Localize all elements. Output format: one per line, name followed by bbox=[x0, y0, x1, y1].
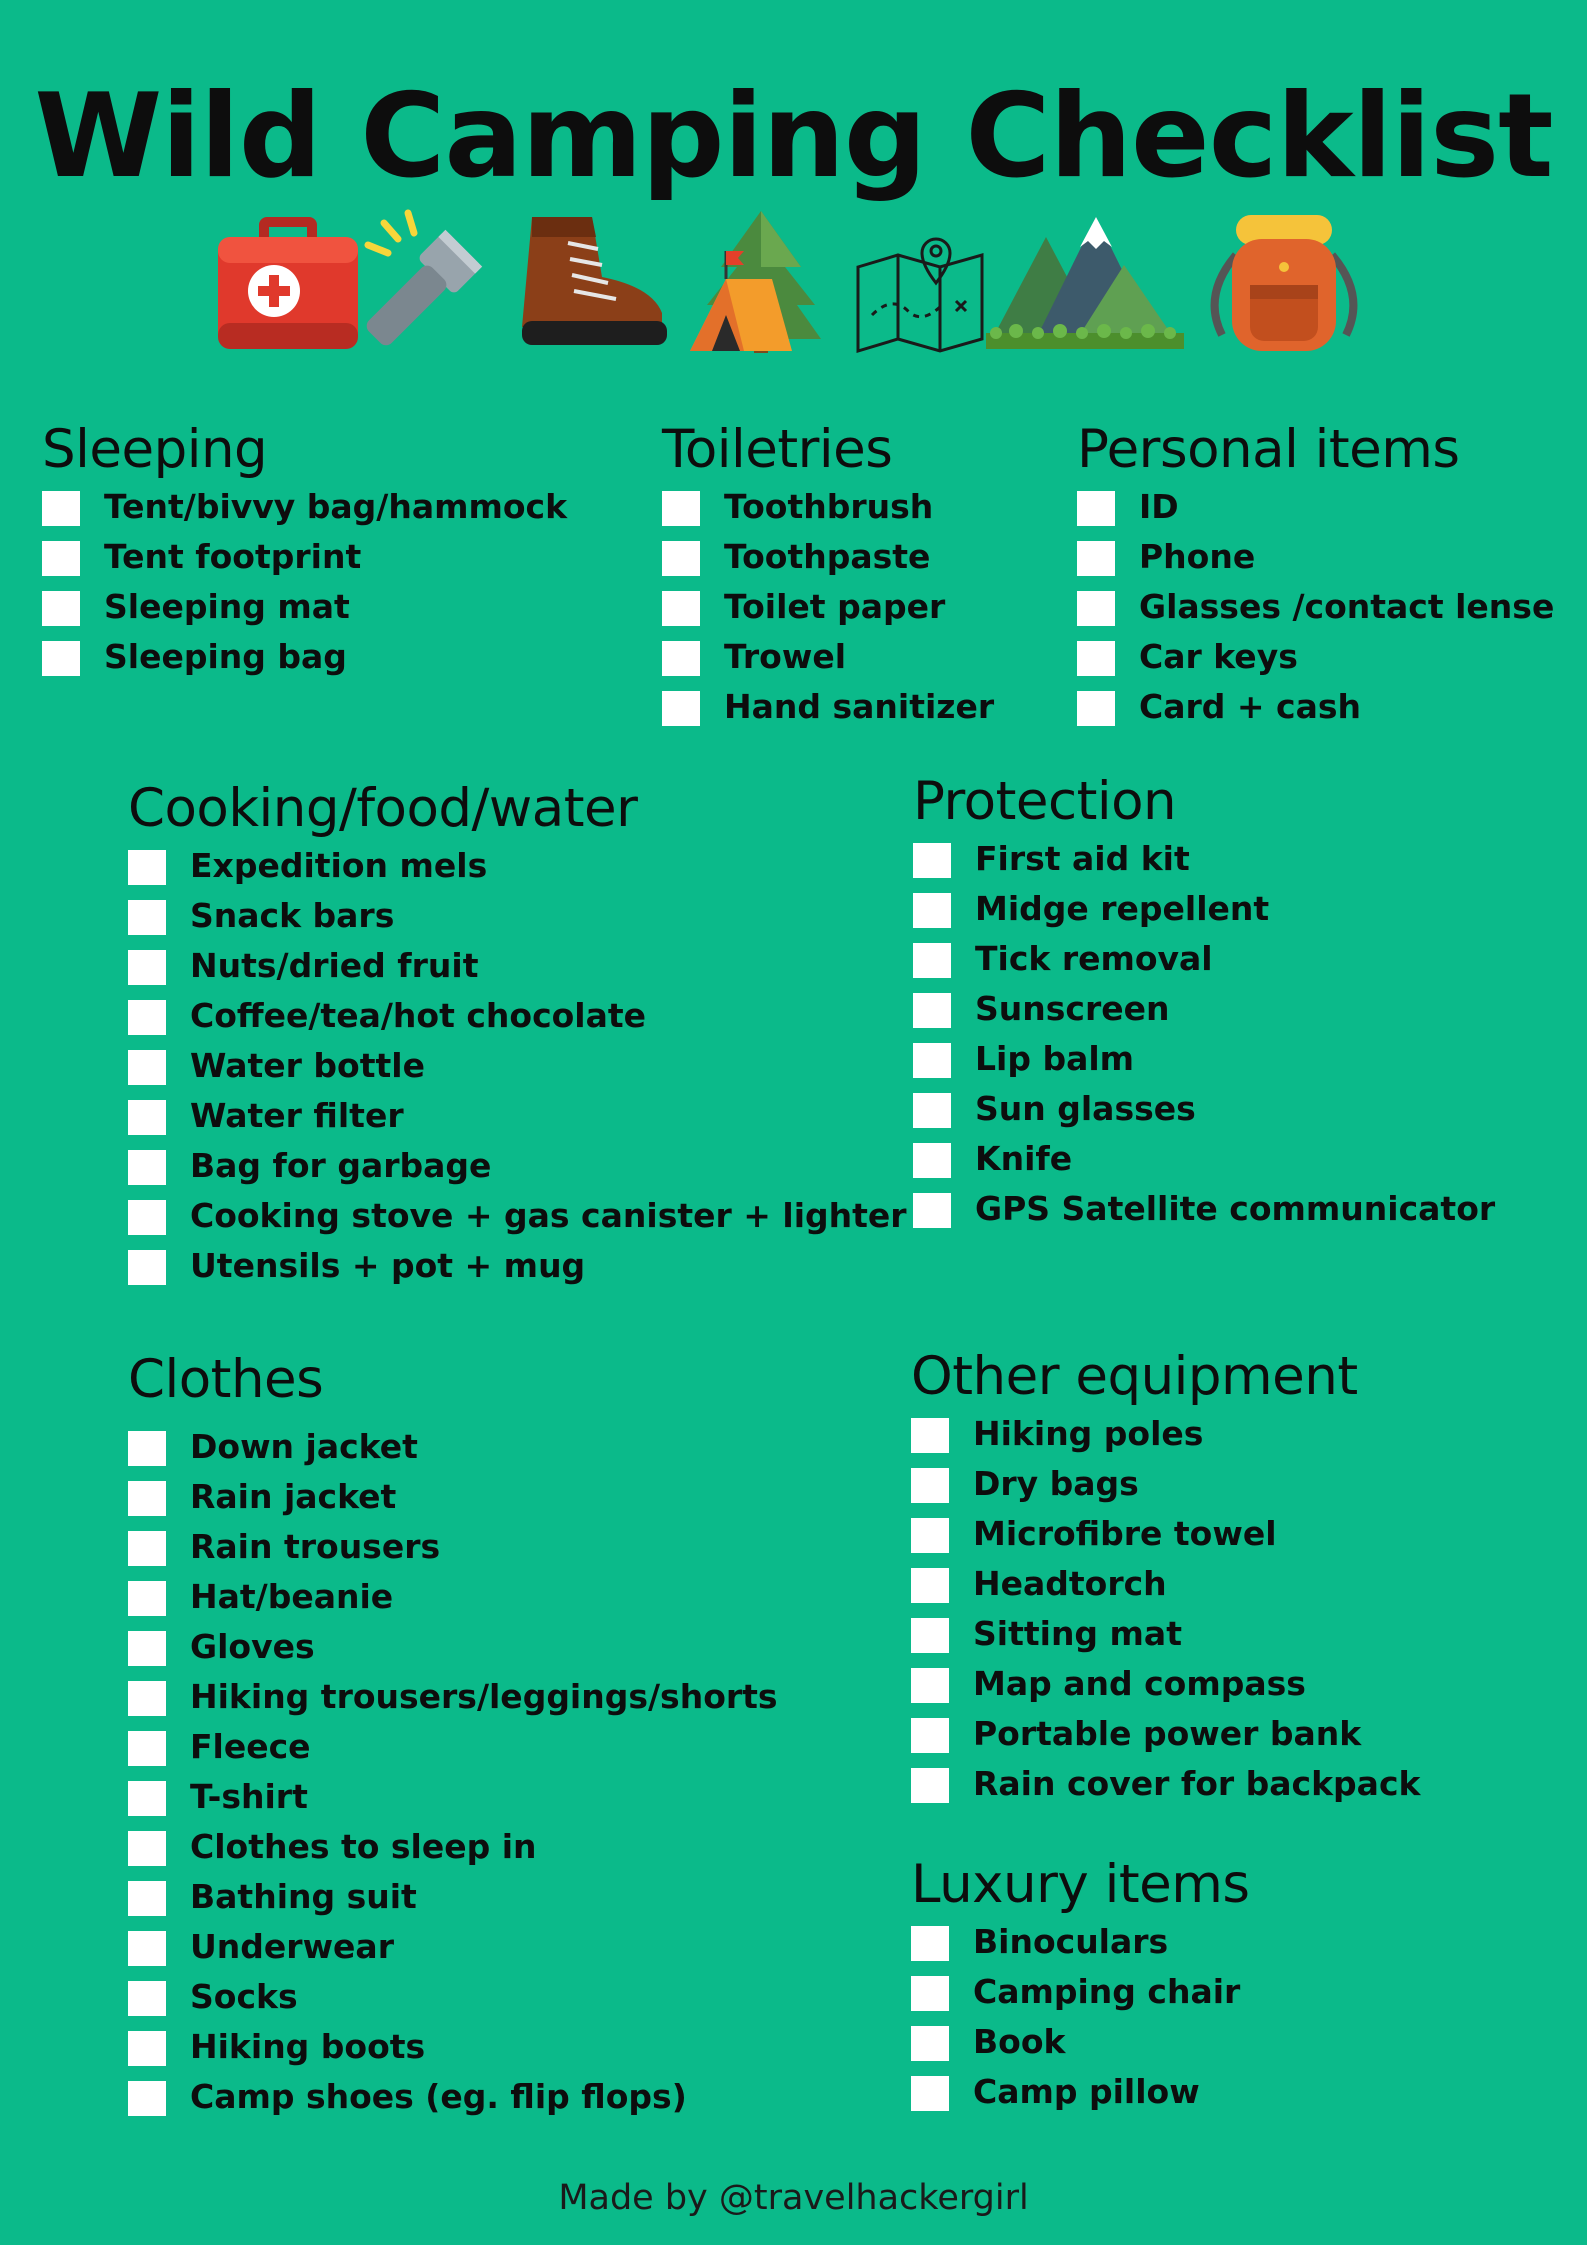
checklist-item[interactable] bbox=[662, 632, 994, 682]
checkbox[interactable] bbox=[128, 1981, 166, 2016]
checklist-item[interactable] bbox=[1077, 682, 1554, 732]
item-label: Sleeping bag bbox=[104, 637, 347, 676]
item-label: Down jacket bbox=[190, 1427, 418, 1466]
section-clothes bbox=[128, 1348, 778, 2122]
checkbox[interactable] bbox=[128, 1431, 166, 1466]
checklist-protection bbox=[913, 834, 1495, 1234]
section-title-protection: Protection bbox=[913, 771, 1177, 832]
checklist-item[interactable] bbox=[128, 1572, 778, 1622]
item-label: Clothes to sleep in bbox=[190, 1827, 537, 1866]
checklist-item[interactable] bbox=[128, 1822, 778, 1872]
checklist-clothes bbox=[128, 1422, 778, 2122]
item-label: Camp pillow bbox=[973, 2072, 1200, 2111]
item-label: First aid kit bbox=[975, 839, 1190, 878]
checkbox[interactable] bbox=[128, 1531, 166, 1566]
item-label: Microfibre towel bbox=[973, 1514, 1277, 1553]
item-label: Dry bags bbox=[973, 1464, 1139, 1503]
item-label: Car keys bbox=[1139, 637, 1298, 676]
item-label: Nuts/dried fruit bbox=[190, 946, 479, 985]
checkbox[interactable] bbox=[128, 1881, 166, 1916]
checkbox[interactable] bbox=[662, 641, 700, 676]
checkbox[interactable] bbox=[913, 1143, 951, 1178]
checklist-item[interactable] bbox=[128, 991, 907, 1041]
item-label: Book bbox=[973, 2022, 1066, 2061]
checkbox[interactable] bbox=[911, 1976, 949, 2011]
checkbox[interactable] bbox=[662, 591, 700, 626]
item-label: Sun glasses bbox=[975, 1089, 1196, 1128]
checkbox[interactable] bbox=[911, 1768, 949, 1803]
item-label: Knife bbox=[975, 1139, 1073, 1178]
item-label: Hand sanitizer bbox=[724, 687, 995, 726]
checkbox[interactable] bbox=[128, 2031, 166, 2066]
item-label: Glasses /contact lense bbox=[1139, 587, 1555, 626]
checklist-item[interactable] bbox=[128, 891, 907, 941]
checklist-item[interactable] bbox=[911, 1509, 1420, 1559]
item-label: Headtorch bbox=[973, 1564, 1167, 1603]
checkbox[interactable] bbox=[42, 491, 80, 526]
checklist-other-equipment bbox=[911, 1409, 1420, 1809]
checkbox[interactable] bbox=[911, 1568, 949, 1603]
item-label: Cooking stove + gas canister + lighter bbox=[190, 1196, 907, 1235]
item-label: Rain trousers bbox=[190, 1527, 441, 1566]
checklist-item[interactable] bbox=[42, 532, 567, 582]
checkbox[interactable] bbox=[1077, 641, 1115, 676]
section-title-other-equipment: Other equipment bbox=[911, 1346, 1358, 1407]
checklist-item[interactable] bbox=[913, 984, 1495, 1034]
checklist-item[interactable] bbox=[128, 1622, 778, 1672]
checklist-item[interactable] bbox=[128, 1091, 907, 1141]
checkbox[interactable] bbox=[911, 1468, 949, 1503]
checklist-item[interactable] bbox=[1077, 582, 1554, 632]
checklist-item[interactable] bbox=[662, 682, 994, 732]
checklist-item[interactable] bbox=[911, 2067, 1250, 2117]
item-label: Water filter bbox=[190, 1096, 404, 1135]
checklist-item[interactable] bbox=[128, 1672, 778, 1722]
item-label: Water bottle bbox=[190, 1046, 425, 1085]
section-toiletries bbox=[662, 418, 994, 732]
checklist-item[interactable] bbox=[1077, 532, 1554, 582]
section-sleeping bbox=[42, 418, 567, 682]
checklist-item[interactable] bbox=[911, 1967, 1250, 2017]
checkbox[interactable] bbox=[128, 1781, 166, 1816]
checklist-cooking bbox=[128, 841, 907, 1291]
item-label: Fleece bbox=[190, 1727, 311, 1766]
checklist-item[interactable] bbox=[128, 1141, 907, 1191]
checkbox[interactable] bbox=[128, 1000, 166, 1035]
item-label: Map and compass bbox=[973, 1664, 1306, 1703]
checklist-item[interactable] bbox=[913, 1134, 1495, 1184]
hiking-boot-icon bbox=[512, 205, 672, 355]
checkbox[interactable] bbox=[911, 1668, 949, 1703]
checkbox[interactable] bbox=[128, 900, 166, 935]
checkbox[interactable] bbox=[128, 1150, 166, 1185]
checklist-toiletries bbox=[662, 482, 994, 732]
checklist-luxury-items bbox=[911, 1917, 1250, 2117]
checkbox[interactable] bbox=[128, 1481, 166, 1516]
section-title-clothes: Clothes bbox=[128, 1349, 324, 1410]
item-label: ID bbox=[1139, 487, 1179, 526]
footer-credit: Made by @travelhackergirl bbox=[558, 2178, 1029, 2218]
item-label: Rain jacket bbox=[190, 1477, 397, 1516]
item-label: Rain cover for backpack bbox=[973, 1764, 1421, 1803]
item-label: Midge repellent bbox=[975, 889, 1270, 928]
section-protection bbox=[913, 770, 1495, 1234]
checkbox[interactable] bbox=[128, 1931, 166, 1966]
checklist-item[interactable] bbox=[128, 941, 907, 991]
checkbox[interactable] bbox=[911, 1718, 949, 1753]
checkbox[interactable] bbox=[128, 1581, 166, 1616]
item-label: Hat/beanie bbox=[190, 1577, 394, 1616]
checklist-item[interactable] bbox=[913, 1184, 1495, 1234]
checklist-item[interactable] bbox=[128, 1972, 778, 2022]
checkbox[interactable] bbox=[662, 491, 700, 526]
checklist-item[interactable] bbox=[911, 2017, 1250, 2067]
checklist-item[interactable] bbox=[662, 532, 994, 582]
checkbox[interactable] bbox=[42, 641, 80, 676]
checklist-item[interactable] bbox=[128, 1722, 778, 1772]
section-title-toiletries: Toiletries bbox=[662, 419, 893, 480]
checklist-item[interactable] bbox=[128, 1422, 778, 1472]
checkbox[interactable] bbox=[913, 843, 951, 878]
checklist-item[interactable] bbox=[42, 632, 567, 682]
item-label: Sitting mat bbox=[973, 1614, 1182, 1653]
checklist-item[interactable] bbox=[913, 884, 1495, 934]
item-label: Underwear bbox=[190, 1927, 394, 1966]
item-label: Tent footprint bbox=[104, 537, 362, 576]
checkbox[interactable] bbox=[911, 2076, 949, 2111]
checkbox[interactable] bbox=[911, 1518, 949, 1553]
section-luxury-items bbox=[911, 1853, 1250, 2117]
checkbox[interactable] bbox=[128, 850, 166, 885]
icon-strip bbox=[0, 205, 1587, 365]
checkbox[interactable] bbox=[913, 993, 951, 1028]
item-label: Toilet paper bbox=[724, 587, 946, 626]
checklist-item[interactable] bbox=[42, 482, 567, 532]
item-label: Trowel bbox=[724, 637, 847, 676]
checklist-item[interactable] bbox=[662, 582, 994, 632]
item-label: Utensils + pot + mug bbox=[190, 1246, 586, 1285]
item-label: Hiking trousers/leggings/shorts bbox=[190, 1677, 778, 1716]
checklist-item[interactable] bbox=[128, 1872, 778, 1922]
checkbox[interactable] bbox=[913, 893, 951, 928]
checklist-item[interactable] bbox=[911, 1659, 1420, 1709]
checkbox[interactable] bbox=[42, 591, 80, 626]
checkbox[interactable] bbox=[128, 1050, 166, 1085]
tent-icon bbox=[686, 205, 836, 355]
checklist-item[interactable] bbox=[911, 1609, 1420, 1659]
item-label: Hiking boots bbox=[190, 2027, 426, 2066]
checklist-item[interactable] bbox=[128, 1922, 778, 1972]
checklist-item[interactable] bbox=[128, 1241, 907, 1291]
item-label: Tent/bivvy bag/hammock bbox=[104, 487, 568, 526]
item-label: T-shirt bbox=[190, 1777, 308, 1816]
checkbox[interactable] bbox=[911, 2026, 949, 2061]
item-label: Tick removal bbox=[975, 939, 1213, 978]
checklist-sleeping bbox=[42, 482, 567, 682]
checklist-item[interactable] bbox=[128, 1041, 907, 1091]
checkbox[interactable] bbox=[128, 1250, 166, 1285]
checklist-item[interactable] bbox=[128, 2072, 778, 2122]
checkbox[interactable] bbox=[128, 1631, 166, 1666]
checkbox[interactable] bbox=[128, 1731, 166, 1766]
checklist-item[interactable] bbox=[1077, 482, 1554, 532]
checklist-item[interactable] bbox=[42, 582, 567, 632]
checklist-item[interactable] bbox=[913, 834, 1495, 884]
checklist-item[interactable] bbox=[128, 1772, 778, 1822]
checklist-item[interactable] bbox=[911, 1917, 1250, 1967]
item-label: Bag for garbage bbox=[190, 1146, 492, 1185]
item-label: Sleeping mat bbox=[104, 587, 350, 626]
checklist-item[interactable] bbox=[128, 1472, 778, 1522]
item-label: Snack bars bbox=[190, 896, 395, 935]
mountains-icon bbox=[986, 205, 1184, 355]
checkbox[interactable] bbox=[913, 1193, 951, 1228]
item-label: Coffee/tea/hot chocolate bbox=[190, 996, 647, 1035]
checklist-personal-items bbox=[1077, 482, 1554, 732]
checklist-item[interactable] bbox=[911, 1409, 1420, 1459]
checkbox[interactable] bbox=[913, 1093, 951, 1128]
checkbox[interactable] bbox=[913, 943, 951, 978]
checkbox[interactable] bbox=[1077, 591, 1115, 626]
checklist-item[interactable] bbox=[911, 1759, 1420, 1809]
item-label: Phone bbox=[1139, 537, 1256, 576]
section-title-cooking: Cooking/food/water bbox=[128, 778, 638, 839]
section-title-luxury-items: Luxury items bbox=[911, 1854, 1250, 1915]
checkbox[interactable] bbox=[662, 541, 700, 576]
item-label: Socks bbox=[190, 1977, 298, 2016]
item-label: Lip balm bbox=[975, 1039, 1135, 1078]
checklist-item[interactable] bbox=[913, 1034, 1495, 1084]
checklist-item[interactable] bbox=[662, 482, 994, 532]
checkbox[interactable] bbox=[911, 1926, 949, 1961]
checkbox[interactable] bbox=[128, 1100, 166, 1135]
checkbox[interactable] bbox=[128, 2081, 166, 2116]
item-label: Hiking poles bbox=[973, 1414, 1204, 1453]
checkbox[interactable] bbox=[1077, 541, 1115, 576]
checkbox[interactable] bbox=[913, 1043, 951, 1078]
section-title-sleeping: Sleeping bbox=[42, 419, 268, 480]
checkbox[interactable] bbox=[128, 1831, 166, 1866]
checklist-item[interactable] bbox=[911, 1559, 1420, 1609]
checkbox[interactable] bbox=[662, 691, 700, 726]
item-label: Binoculars bbox=[973, 1922, 1169, 1961]
item-label: Toothbrush bbox=[724, 487, 934, 526]
backpack-icon bbox=[1192, 205, 1378, 355]
item-label: Portable power bank bbox=[973, 1714, 1362, 1753]
checklist-item[interactable] bbox=[128, 841, 907, 891]
checkbox[interactable] bbox=[128, 950, 166, 985]
checklist-item[interactable] bbox=[1077, 632, 1554, 682]
checkbox[interactable] bbox=[911, 1418, 949, 1453]
item-label: Gloves bbox=[190, 1627, 315, 1666]
section-other-equipment bbox=[911, 1345, 1420, 1809]
item-label: Card + cash bbox=[1139, 687, 1361, 726]
section-cooking bbox=[128, 777, 907, 1291]
checkbox[interactable] bbox=[128, 1681, 166, 1716]
checklist-item[interactable] bbox=[913, 934, 1495, 984]
checkbox[interactable] bbox=[911, 1618, 949, 1653]
item-label: GPS Satellite communicator bbox=[975, 1189, 1496, 1228]
item-label: Toothpaste bbox=[724, 537, 931, 576]
flashlight-icon bbox=[362, 205, 502, 355]
checklist-item[interactable] bbox=[128, 1522, 778, 1572]
item-label: Sunscreen bbox=[975, 989, 1170, 1028]
checklist-item[interactable] bbox=[913, 1084, 1495, 1134]
section-personal-items bbox=[1077, 418, 1554, 732]
checklist-item[interactable] bbox=[911, 1459, 1420, 1509]
first-aid-kit-icon bbox=[212, 205, 364, 355]
section-title-personal-items: Personal items bbox=[1077, 419, 1460, 480]
item-label: Camping chair bbox=[973, 1972, 1241, 2011]
checklist-item[interactable] bbox=[128, 2022, 778, 2072]
checkbox[interactable] bbox=[1077, 691, 1115, 726]
map-icon bbox=[852, 205, 988, 355]
checklist-item[interactable] bbox=[128, 1191, 907, 1241]
item-label: Expedition mels bbox=[190, 846, 488, 885]
checkbox[interactable] bbox=[1077, 491, 1115, 526]
item-label: Bathing suit bbox=[190, 1877, 417, 1916]
page-title: Wild Camping Checklist bbox=[34, 69, 1553, 204]
checkbox[interactable] bbox=[42, 541, 80, 576]
checklist-item[interactable] bbox=[911, 1709, 1420, 1759]
item-label: Camp shoes (eg. flip flops) bbox=[190, 2077, 687, 2116]
checkbox[interactable] bbox=[128, 1200, 166, 1235]
